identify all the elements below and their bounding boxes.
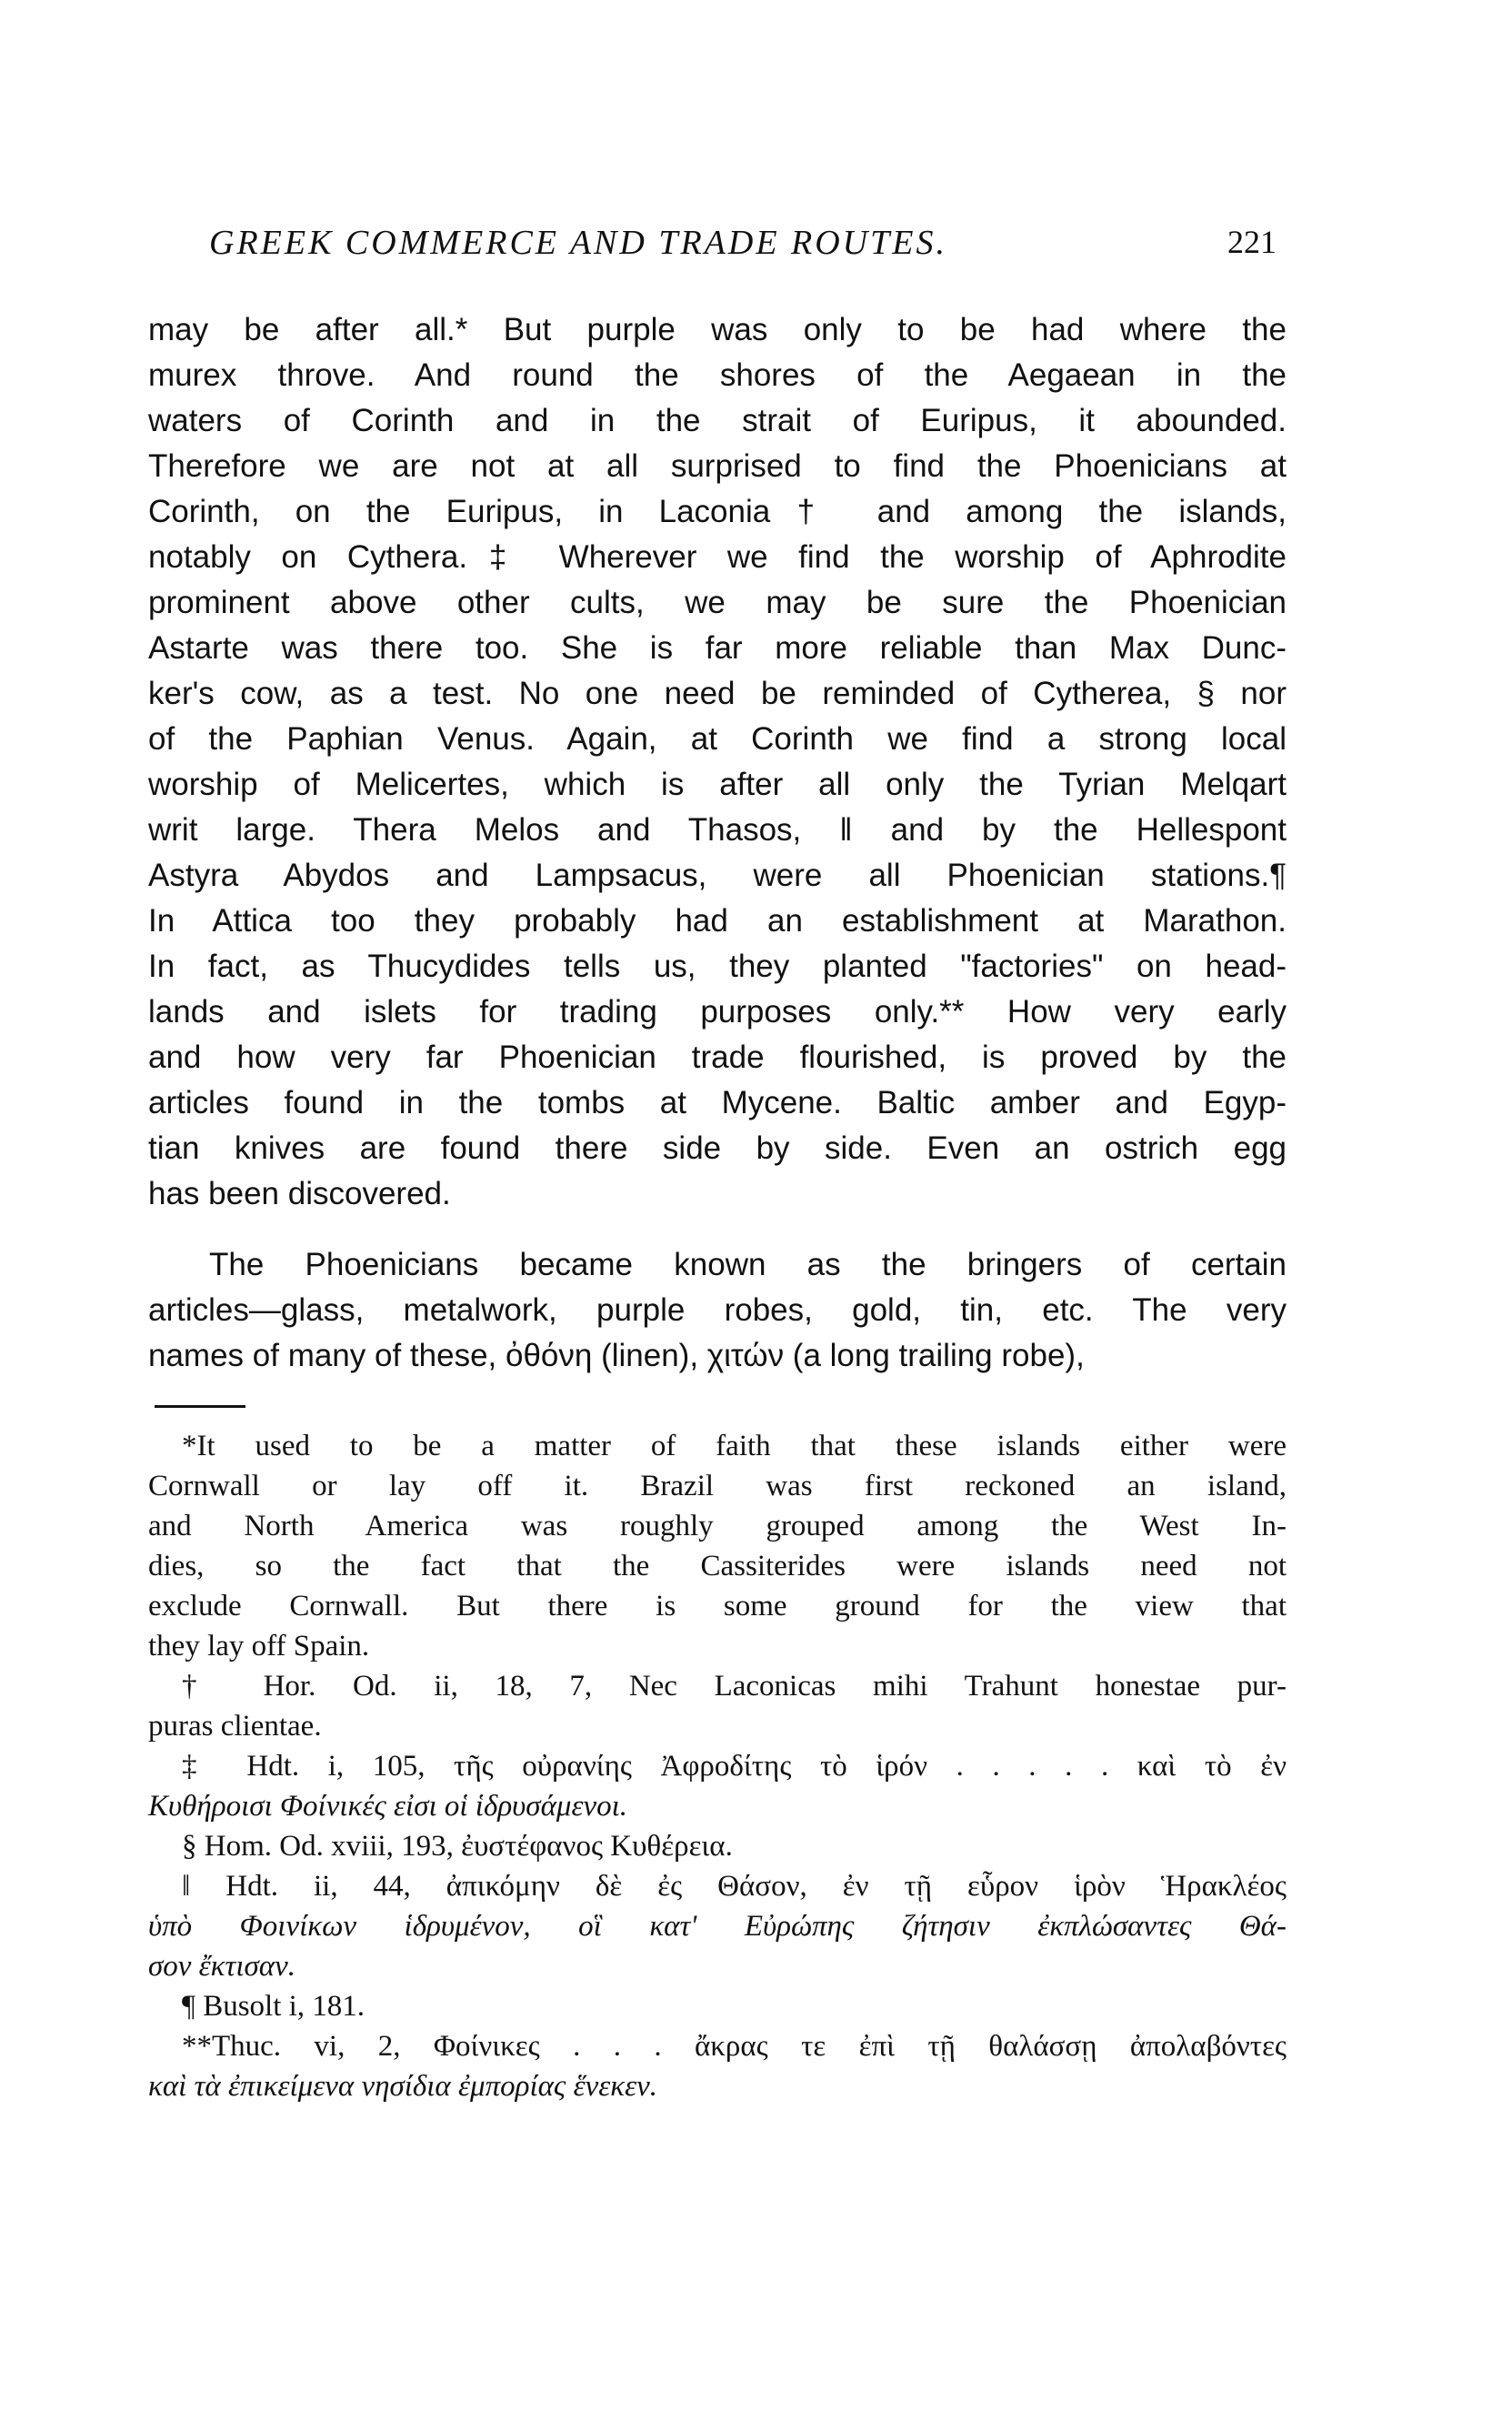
text-line: and how very far Phoenician trade flourished, is proved by the bbox=[148, 1040, 1287, 1075]
running-head-title: GREEK COMMERCE AND TRADE ROUTES. bbox=[209, 224, 947, 262]
text-line: tian knives are found there side by side. Even an ostrich egg bbox=[148, 1130, 1287, 1166]
footnote-line: puras clientae. bbox=[148, 1710, 322, 1743]
footnote-line: and North America was roughly grouped among the West In- bbox=[148, 1510, 1287, 1542]
text-line: Corinth, on the Euripus, in Laconia† and among the islands, bbox=[148, 494, 1287, 529]
footnote-line: **Thuc. vi, 2, Φοίνικες . . . ἄκρας τε ἐπὶ τῇ θαλάσσῃ ἀπολαβόντες bbox=[182, 2030, 1287, 2063]
footnote-line: σον ἔκτισαν. bbox=[148, 1950, 295, 1983]
body-text bbox=[148, 307, 1287, 1379]
text-line: prominent above other cults, we may be sure the Phoenician bbox=[148, 585, 1287, 620]
footnote-rule bbox=[155, 1405, 245, 1408]
footnote-line: ‖ Hdt. ii, 44, ἀπικόμην δὲ ἐς Θάσον, ἐν τῇ εὗρον ἱρὸν Ἡρακλέος bbox=[182, 1870, 1287, 1903]
text-line: ker's cow, as a test. No one need be reminded of Cytherea, § nor bbox=[148, 676, 1287, 711]
footnotes bbox=[148, 1426, 1287, 2106]
footnote-line: they lay off Spain. bbox=[148, 1630, 370, 1663]
text-line: has been discovered. bbox=[148, 1176, 451, 1211]
text-line: lands and islets for trading purposes only.** How very early bbox=[148, 994, 1287, 1030]
text-line: Therefore we are not at all surprised to find the Phoenicians at bbox=[148, 448, 1287, 484]
text-line: articles found in the tombs at Mycene. Baltic amber and Egyp- bbox=[148, 1085, 1287, 1120]
footnote-line: † Hor. Od. ii, 18, 7, Nec Laconicas mihi Trahunt honestae pur- bbox=[182, 1670, 1287, 1703]
text-line: waters of Corinth and in the strait of Euripus, it abounded. bbox=[148, 403, 1287, 438]
text-line: worship of Melicertes, which is after all only the Tyrian Melqart bbox=[148, 767, 1287, 802]
text-line: of the Paphian Venus. Again, at Corinth we find a strong local bbox=[148, 721, 1287, 757]
text-line: In Attica too they probably had an establishment at Marathon. bbox=[148, 903, 1287, 939]
footnote-line: *It used to be a matter of faith that these islands either were bbox=[182, 1430, 1287, 1462]
text-line: Astarte was there too. She is far more reliable than Max Dunc- bbox=[148, 630, 1287, 666]
page-number: 221 bbox=[1227, 224, 1277, 260]
text-line: writ large. Thera Melos and Thasos, ‖ and by the Hellespont bbox=[148, 812, 1287, 848]
text-line: murex throve. And round the shores of the Aegaean in the bbox=[148, 357, 1287, 393]
text-line: Astyra Abydos and Lampsacus, were all Phoenician stations.¶ bbox=[148, 858, 1287, 893]
footnote-line: § Hom. Od. xviii, 193, ἐυστέφανος Κυθέρεια. bbox=[182, 1830, 733, 1863]
footnote-line: exclude Cornwall. But there is some ground for the view that bbox=[148, 1590, 1287, 1622]
text-line: articles—glass, metalwork, purple robes, gold, tin, etc. The very bbox=[148, 1292, 1287, 1328]
text-line: In fact, as Thucydides tells us, they planted "factories" on head- bbox=[148, 949, 1287, 984]
footnote-line: dies, so the fact that the Cassiterides were islands need not bbox=[148, 1550, 1287, 1582]
paragraph-1 bbox=[148, 307, 1287, 1217]
footnote-line: καὶ τὰ ἐπικείμενα νησίδια ἐμπορίας ἕνεκεν. bbox=[148, 2070, 657, 2103]
text-line: The Phoenicians became known as the bringers of certain bbox=[209, 1247, 1287, 1282]
footnote-line: Κυθήροισι Φοίνικές εἰσι οἱ ἱδρυσάμενοι. bbox=[148, 1790, 628, 1823]
footnote-line: ¶ Busolt i, 181. bbox=[182, 1990, 365, 2023]
text-line: names of many of these, ὀθόνη (linen), χιτών (a long trailing robe), bbox=[148, 1338, 1085, 1373]
text-line: may be after all.* But purple was only to be had where the bbox=[148, 312, 1287, 347]
footnote-line: ὑπὸ Φοινίκων ἱδρυμένον, οἳ κατ' Εὐρώπης ζήτησιν ἐκπλώσαντες Θά- bbox=[148, 1910, 1287, 1943]
footnote-line: Cornwall or lay off it. Brazil was first reckoned an island, bbox=[148, 1470, 1287, 1502]
footnote-line: ‡ Hdt. i, 105, τῆς οὐρανίης Ἀφροδίτης τὸ ἱρόν . . . . . καὶ τὸ ἐν bbox=[182, 1750, 1287, 1783]
paragraph-2 bbox=[148, 1242, 1287, 1379]
text-line: notably on Cythera.‡ Wherever we find the worship of Aphrodite bbox=[148, 539, 1287, 575]
